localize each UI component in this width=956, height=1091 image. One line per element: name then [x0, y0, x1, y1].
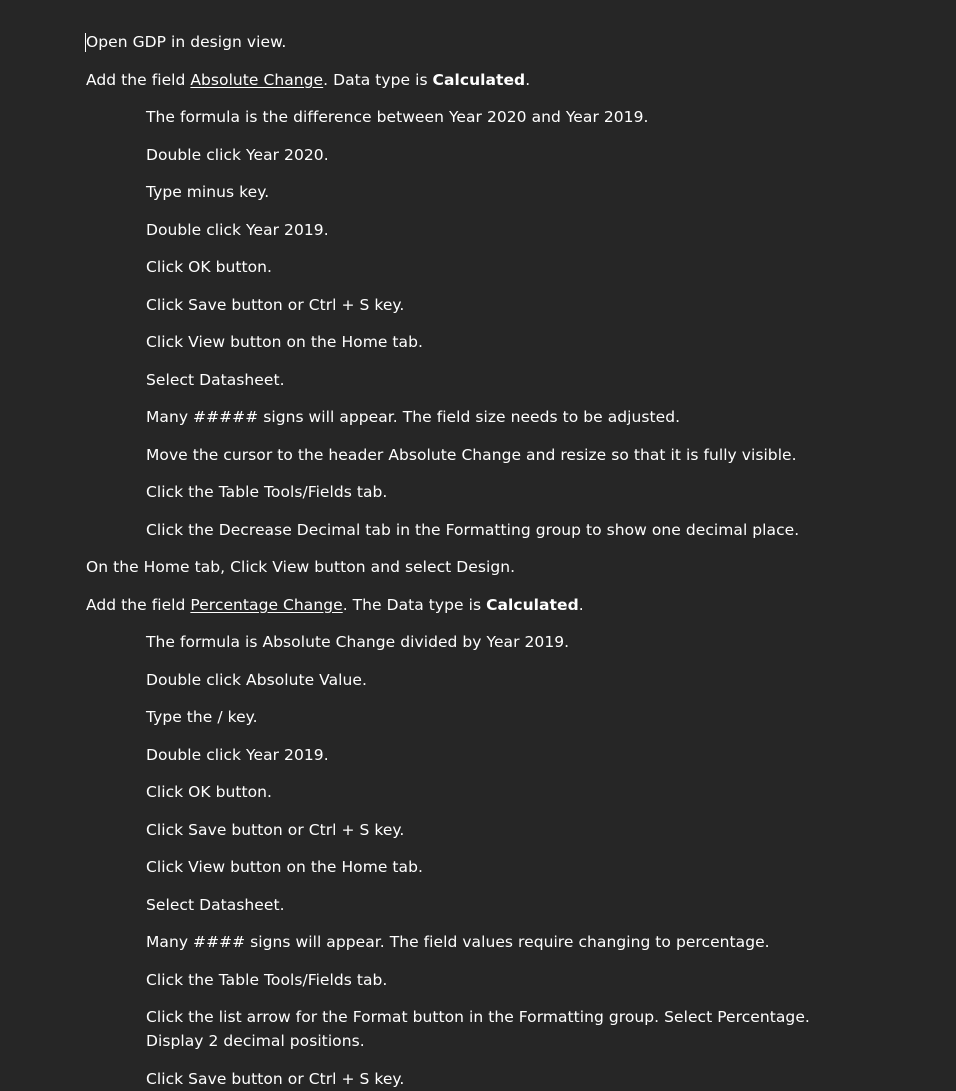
field-name-underlined: Absolute Change [190, 71, 324, 89]
paragraph-text: Add the field [86, 596, 191, 614]
paragraph: Click Save button or Ctrl + S key. [146, 1070, 405, 1088]
paragraph: On the Home tab, Click View button and select Design. [86, 558, 516, 576]
data-type-bold: Calculated [432, 71, 526, 89]
paragraph: Open GDP in design view. [86, 33, 287, 51]
paragraph: Click OK button. [146, 783, 273, 801]
paragraph: Click the Table Tools/Fields tab. [146, 483, 388, 501]
paragraph-text: . [578, 596, 584, 614]
paragraph: Select Datasheet. [146, 371, 285, 389]
paragraph: Click OK button. [146, 258, 273, 276]
paragraph: Many #### signs will appear. The field values require changing to percentage. [146, 933, 770, 951]
paragraph-text: . Data type is [323, 71, 433, 89]
paragraph: Click Save button or Ctrl + S key. [146, 296, 405, 314]
paragraph-text: . The Data type is [342, 596, 487, 614]
field-name-underlined: Percentage Change [190, 596, 343, 614]
paragraph: Select Datasheet. [146, 896, 285, 914]
paragraph: Type the / key. [146, 708, 258, 726]
paragraph: Type minus key. [146, 183, 270, 201]
paragraph [86, 593, 584, 617]
paragraph: Double click Year 2019. [146, 746, 329, 764]
paragraph [86, 68, 530, 92]
paragraph-text: . [525, 71, 531, 89]
paragraph: Double click Year 2019. [146, 221, 329, 239]
paragraph: Move the cursor to the header Absolute Change and resize so that it is fully visible. [146, 446, 797, 464]
paragraph: Many ##### signs will appear. The field size needs to be adjusted. [146, 408, 681, 426]
paragraph: Click View button on the Home tab. [146, 333, 423, 351]
paragraph: The formula is Absolute Change divided by Year 2019. [146, 633, 570, 651]
paragraph-text: Add the field [86, 71, 191, 89]
paragraph: Click Save button or Ctrl + S key. [146, 821, 405, 839]
paragraph: Double click Absolute Value. [146, 671, 367, 689]
paragraph: Double click Year 2020. [146, 146, 329, 164]
paragraph: Click the Decrease Decimal tab in the Formatting group to show one decimal place. [146, 521, 800, 539]
paragraph: Click the Table Tools/Fields tab. [146, 971, 388, 989]
paragraph: Click View button on the Home tab. [146, 858, 423, 876]
paragraph: The formula is the difference between Year 2020 and Year 2019. [146, 108, 649, 126]
data-type-bold: Calculated [486, 596, 579, 614]
paragraph: Click the list arrow for the Format button in the Formatting group. Select Percentage. Display 2 decimal positions. [146, 1008, 810, 1050]
